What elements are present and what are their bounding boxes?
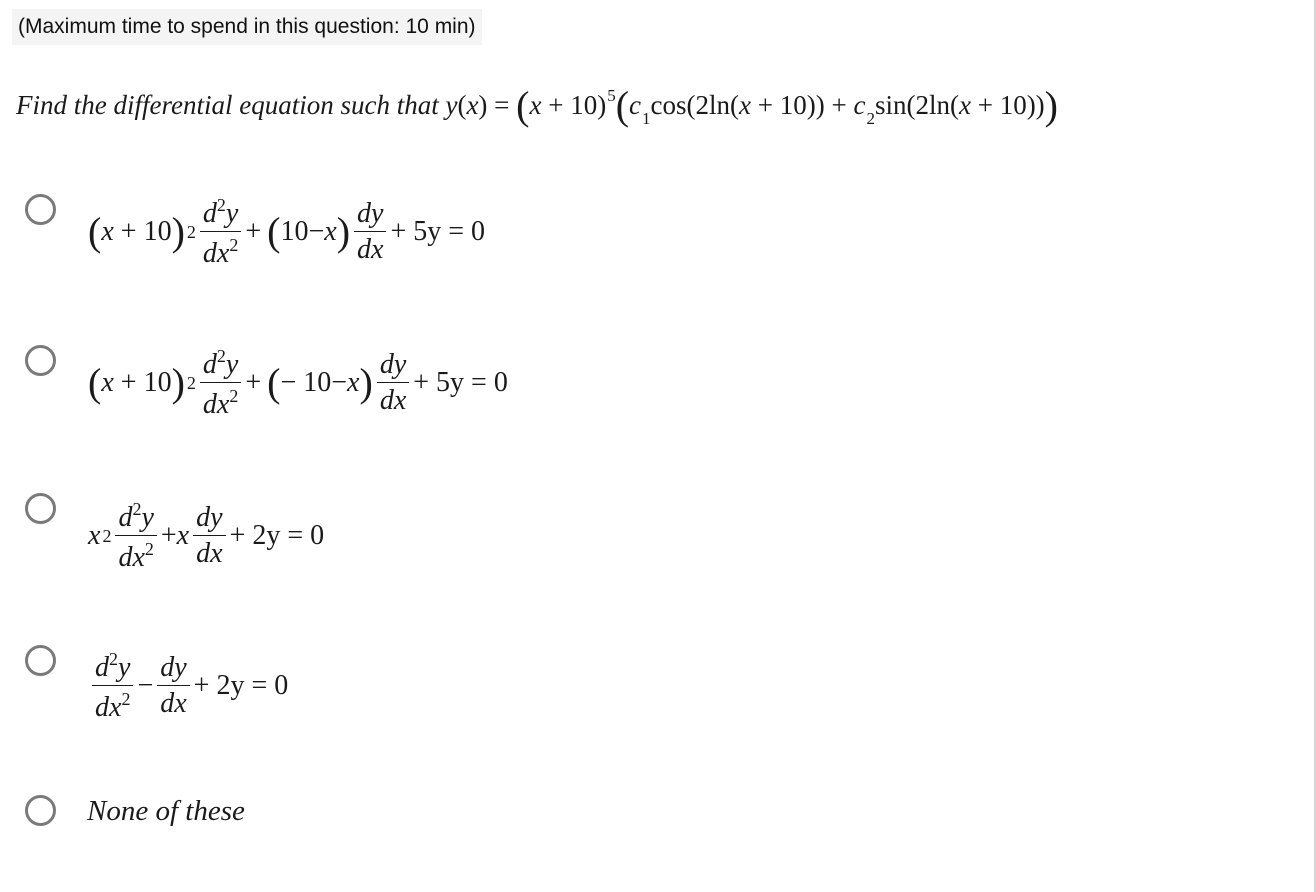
first-derivative-fraction: $\frac{dy}{dx}$ <box>377 351 409 415</box>
option-4-radio[interactable] <box>25 645 56 676</box>
option-2-radio[interactable] <box>25 345 56 376</box>
option-5-label: None of these <box>87 795 245 827</box>
option-4-equation: $\frac{d^2y}{dx^2}$ − $\frac{dy}{dx}$ + 2y = 0 <box>88 650 288 722</box>
option-1-radio[interactable] <box>25 194 56 225</box>
option-3-equation: x 2 $\frac{d^2y}{dx^2}$ + x $\frac{dy}{dx}$ + 2y = 0 <box>88 499 325 573</box>
question-prefix: Find the differential equation such that <box>16 90 446 120</box>
option-1-equation: ( x + 10 ) 2 $\frac{d^2y}{dx^2}$ + ( 10 − x ) $\frac{dy}{dx}$ + 5y = 0 <box>88 195 486 269</box>
option-3-radio[interactable] <box>25 493 56 524</box>
option-2-equation: ( x + 10 ) 2 $\frac{d^2y}{dx^2}$ + ( − 10 − x ) $\frac{dy}{dx}$ + 5y = 0 <box>88 346 508 420</box>
first-derivative-fraction: $\frac{dy}{dx}$ <box>354 200 386 264</box>
first-derivative-fraction: $\frac{dy}{dx}$ <box>157 654 189 718</box>
first-derivative-fraction: $\frac{dy}{dx}$ <box>193 504 225 568</box>
option-5-radio[interactable] <box>25 795 56 826</box>
second-derivative-fraction: $\frac{d^2y}{dx^2}$ <box>200 196 241 268</box>
question-text: Find the differential equation such that $y(x) = (x + 10)^5(c_1\cos(2\ln(x + 10)) + c_2\sin(2\ln(x + 10)))$ <box>16 83 1058 128</box>
second-derivative-fraction: $\frac{d^2y}{dx^2}$ <box>200 347 241 419</box>
time-limit-note: (Maximum time to spend in this question: 10 min) <box>12 9 482 45</box>
second-derivative-fraction: $\frac{d^2y}{dx^2}$ <box>115 500 156 572</box>
second-derivative-fraction: $\frac{d^2y}{dx^2}$ <box>92 650 133 722</box>
